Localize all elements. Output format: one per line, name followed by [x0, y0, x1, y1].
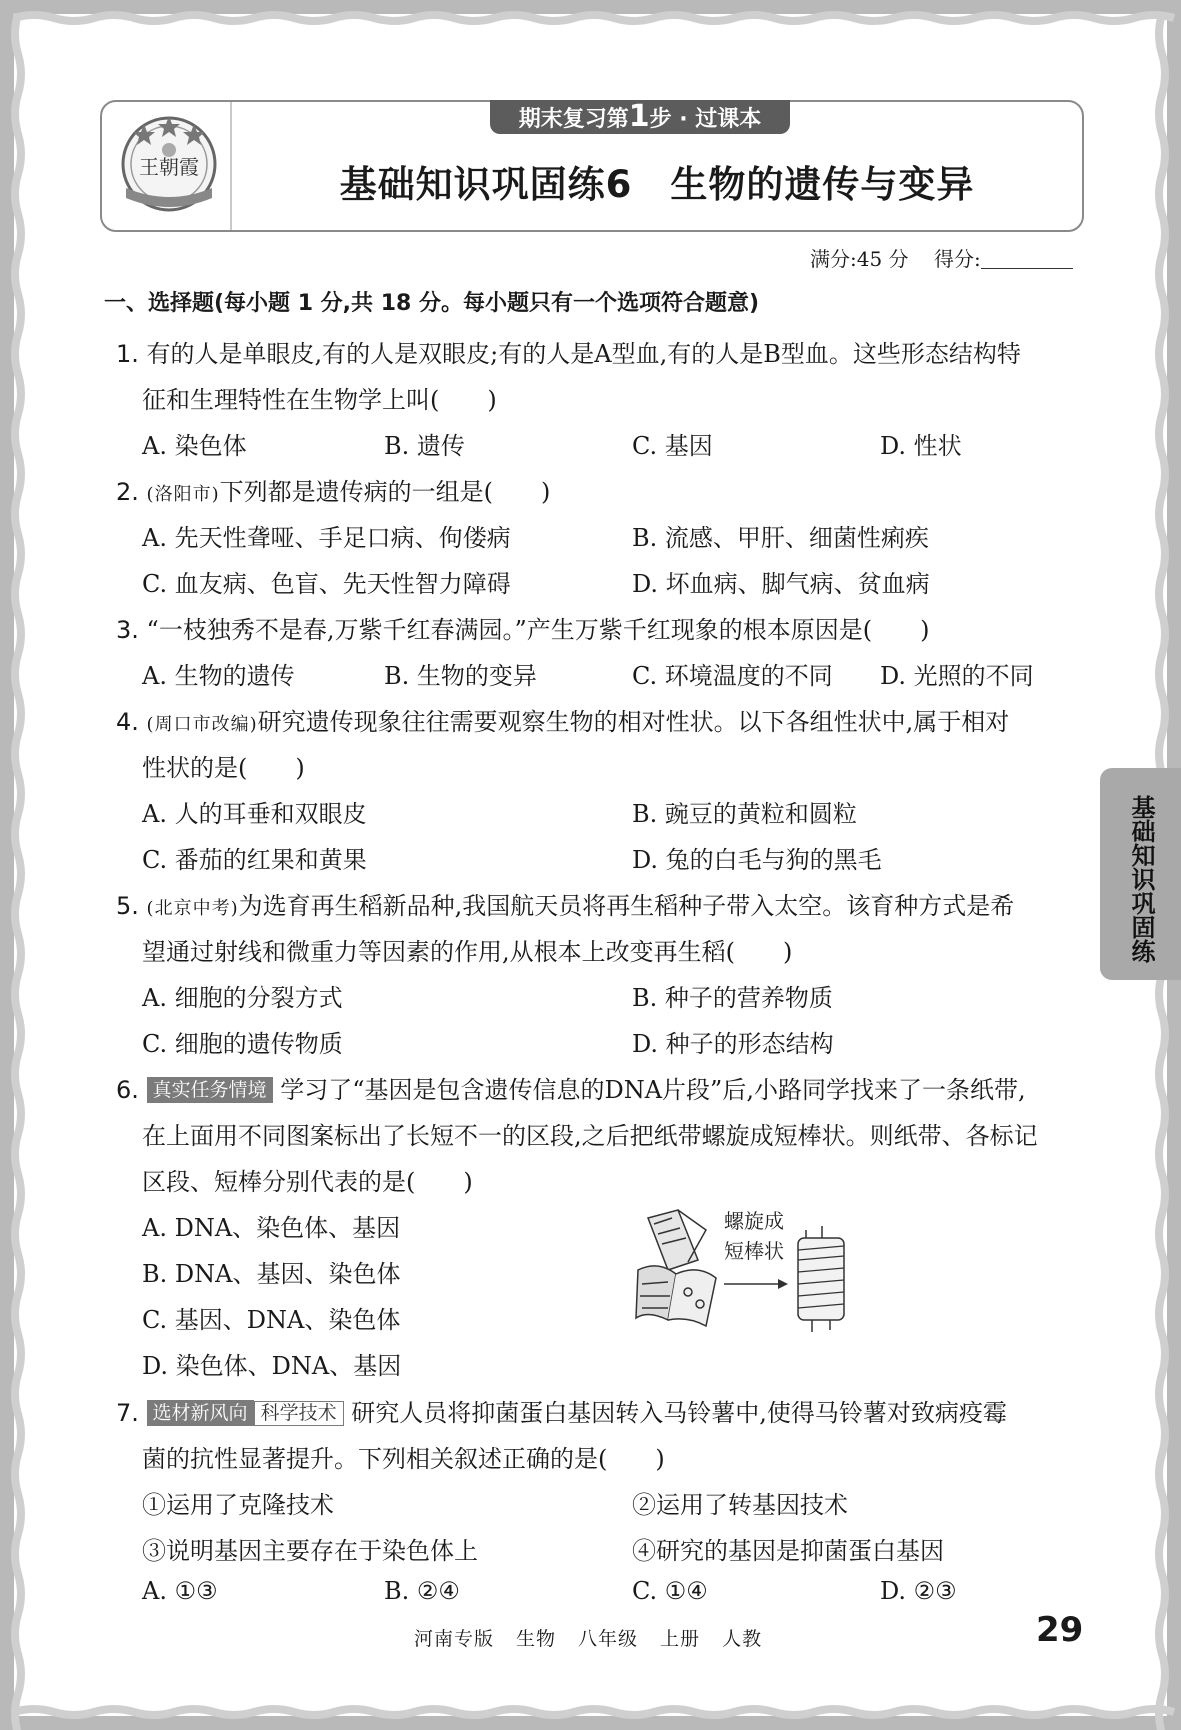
q1-option-c[interactable]: C. 基因 — [632, 432, 713, 460]
q5-source: (北京中考) — [146, 898, 239, 919]
q2-option-b[interactable]: B. 流感、甲肝、细菌性痢疾 — [632, 524, 929, 552]
score-blank[interactable] — [981, 250, 1073, 269]
q3-option-c[interactable]: C. 环境温度的不同 — [632, 662, 833, 690]
q2-text: 下列都是遗传病的一组是( ) — [219, 478, 551, 506]
q5-option-b[interactable]: B. 种子的营养物质 — [632, 984, 833, 1012]
q1-number: 1. — [116, 340, 139, 368]
q6-option-b[interactable]: B. DNA、基因、染色体 — [142, 1260, 401, 1288]
footer-subject: 生物 — [516, 1628, 557, 1650]
q5-option-c[interactable]: C. 细胞的遗传物质 — [142, 1030, 343, 1058]
q7-text-2: 菌的抗性显著提升。下列相关叙述正确的是( ) — [142, 1445, 665, 1473]
q2-option-d[interactable]: D. 坏血病、脚气病、贫血病 — [632, 570, 930, 598]
svg-text:王朝霞: 王朝霞 — [139, 155, 199, 179]
q7-option-b[interactable]: B. ②④ — [384, 1577, 460, 1605]
q1-stem-1 — [116, 334, 1021, 369]
q6-text-3: 区段、短棒分别代表的是( ) — [142, 1168, 473, 1196]
q6-option-c[interactable]: C. 基因、DNA、染色体 — [142, 1306, 401, 1334]
q1-option-d[interactable]: D. 性状 — [880, 432, 962, 460]
q7-number: 7. — [116, 1399, 139, 1427]
q4-option-a[interactable]: A. 人的耳垂和双眼皮 — [142, 800, 367, 828]
page-title: 基础知识巩固练6 生物的遗传与变异 — [339, 163, 975, 206]
q6-text-2: 在上面用不同图案标出了长短不一的区段,之后把纸带螺旋成短棒状。则纸带、各标记 — [142, 1122, 1038, 1150]
logo-emblem — [116, 110, 222, 218]
q3-option-a[interactable]: A. 生物的遗传 — [142, 662, 295, 690]
footer — [414, 1624, 784, 1651]
q4-text-1: 研究遗传现象往往需要观察生物的相对性状。以下各组性状中,属于相对 — [257, 708, 1010, 736]
q7-stem-1 — [116, 1393, 1007, 1428]
footer-edition: 人教 — [722, 1628, 763, 1650]
step-tab — [490, 100, 790, 134]
full-score: 满分:45 分 — [810, 247, 909, 271]
q3-text: “一枝独秀不是春,万紫千红春满园。”产生万紫千红现象的根本原因是( ) — [146, 616, 930, 644]
q6-text-1: 学习了“基因是包含遗传信息的DNA片段”后,小路同学找来了一条纸带, — [280, 1076, 1026, 1104]
q7-text-1: 研究人员将抑菌蛋白基因转入马铃薯中,使得马铃薯对致病疫霉 — [351, 1399, 1007, 1427]
q5-option-a[interactable]: A. 细胞的分裂方式 — [142, 984, 343, 1012]
q6-option-d[interactable]: D. 染色体、DNA、基因 — [142, 1352, 402, 1380]
q1-option-b[interactable]: B. 遗传 — [384, 432, 465, 460]
q2-number: 2. — [116, 478, 139, 506]
footer-volume: 上册 — [660, 1628, 701, 1650]
header-box — [100, 100, 1084, 232]
q4-option-d[interactable]: D. 兔的白毛与狗的黑毛 — [632, 846, 882, 874]
score-label: 得分: — [933, 247, 981, 271]
q2-stem — [116, 472, 550, 507]
q1-text-2: 征和生理特性在生物学上叫( ) — [142, 386, 497, 414]
q7-tag-tech: 科学技术 — [254, 1401, 344, 1426]
footer-region: 河南专版 — [414, 1628, 495, 1650]
q7-tag-trend: 选材新风向 — [147, 1400, 254, 1426]
footer-grade: 八年级 — [578, 1628, 639, 1650]
q4-option-c[interactable]: C. 番茄的红果和黄果 — [142, 846, 367, 874]
q6-tag: 真实任务情境 — [147, 1077, 273, 1103]
q7-statement-3: ③说明基因主要存在于染色体上 — [142, 1537, 478, 1565]
q3-option-b[interactable]: B. 生物的变异 — [384, 662, 537, 690]
paper-strip-illustration — [628, 1200, 868, 1340]
page-number: 29 — [1036, 1610, 1084, 1650]
q7-option-a[interactable]: A. ①③ — [142, 1577, 218, 1605]
q3-option-d[interactable]: D. 光照的不同 — [880, 662, 1034, 690]
score-line — [810, 243, 1073, 272]
side-tab: 基础知识巩固练 — [1100, 768, 1181, 980]
q4-text-2: 性状的是( ) — [142, 754, 305, 782]
q7-statement-1: ①运用了克隆技术 — [142, 1491, 334, 1519]
step-tab-suffix: 步 · 过课本 — [649, 107, 762, 132]
q2-option-a[interactable]: A. 先天性聋哑、手足口病、佝偻病 — [142, 524, 511, 552]
q5-number: 5. — [116, 892, 139, 920]
q1-option-a[interactable]: A. 染色体 — [142, 432, 247, 460]
step-number: 1 — [628, 99, 650, 134]
q7-statement-2: ②运用了转基因技术 — [632, 1491, 848, 1519]
q3-number: 3. — [116, 616, 139, 644]
q4-number: 4. — [116, 708, 139, 736]
figure-label-1: 螺旋成 — [724, 1209, 784, 1233]
figure-label-2: 短棒状 — [724, 1239, 784, 1263]
q5-text-1: 为选育再生稻新品种,我国航天员将再生稻种子带入太空。该育种方式是希 — [238, 892, 1015, 920]
q7-statement-4: ④研究的基因是抑菌蛋白基因 — [632, 1537, 944, 1565]
q2-option-c[interactable]: C. 血友病、色盲、先天性智力障碍 — [142, 570, 511, 598]
q5-text-2: 望通过射线和微重力等因素的作用,从根本上改变再生稻( ) — [142, 938, 793, 966]
q6-stem-1 — [116, 1070, 1026, 1105]
step-tab-prefix: 期末复习第 — [518, 107, 629, 132]
q4-source: (周口市改编) — [146, 714, 258, 735]
q3-stem — [116, 610, 929, 645]
q4-option-b[interactable]: B. 豌豆的黄粒和圆粒 — [632, 800, 857, 828]
q5-stem-1 — [116, 886, 1014, 921]
q2-source: (洛阳市) — [146, 484, 220, 505]
q6-number: 6. — [116, 1076, 139, 1104]
q4-stem-1 — [116, 702, 1009, 737]
q7-option-d[interactable]: D. ②③ — [880, 1577, 957, 1605]
q7-option-c[interactable]: C. ①④ — [632, 1577, 708, 1605]
q5-option-d[interactable]: D. 种子的形态结构 — [632, 1030, 834, 1058]
q6-option-a[interactable]: A. DNA、染色体、基因 — [142, 1214, 401, 1242]
section-heading: 一、选择题(每小题 1 分,共 18 分。每小题只有一个选项符合题意) — [104, 291, 760, 316]
q1-text-1: 有的人是单眼皮,有的人是双眼皮;有的人是A型血,有的人是B型血。这些形态结构特 — [146, 340, 1021, 368]
